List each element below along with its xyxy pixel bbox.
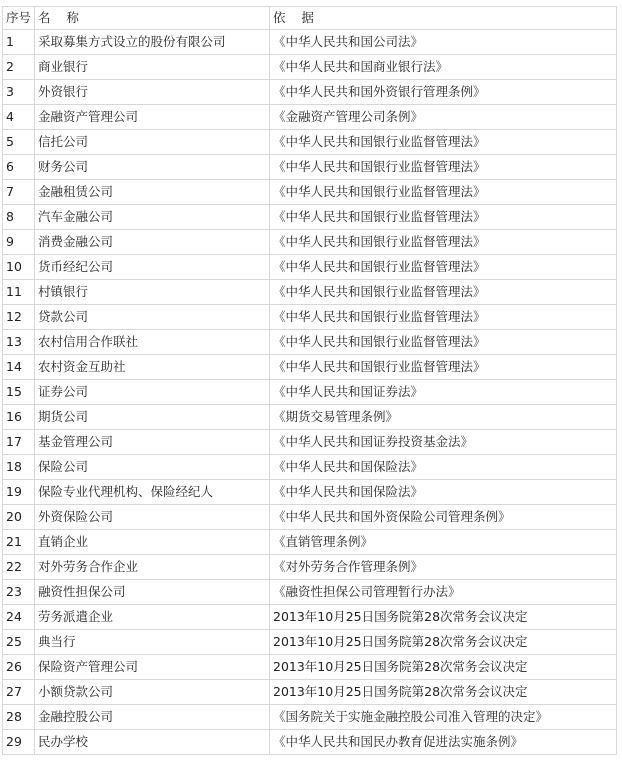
cell-name: 消费金融公司	[35, 230, 270, 255]
cell-name: 商业银行	[35, 55, 270, 80]
cell-basis: 《中华人民共和国民办教育促进法实施条例》	[270, 730, 617, 755]
table-row	[3, 655, 617, 680]
cell-basis: 《中华人民共和国保险法》	[270, 455, 617, 480]
cell-no: 29	[3, 730, 35, 755]
cell-no: 7	[3, 180, 35, 205]
cell-no: 16	[3, 405, 35, 430]
table-row	[3, 280, 617, 305]
cell-basis: 《中华人民共和国公司法》	[270, 30, 617, 55]
cell-basis: 《中华人民共和国银行业监督管理法》	[270, 230, 617, 255]
cell-no: 20	[3, 505, 35, 530]
cell-basis: 《期货交易管理条例》	[270, 405, 617, 430]
cell-name: 金融控股公司	[35, 705, 270, 730]
cell-basis: 《中华人民共和国银行业监督管理法》	[270, 255, 617, 280]
cell-name: 典当行	[35, 630, 270, 655]
cell-no: 25	[3, 630, 35, 655]
cell-no: 4	[3, 105, 35, 130]
table-row	[3, 130, 617, 155]
table-row	[3, 255, 617, 280]
cell-name: 村镇银行	[35, 280, 270, 305]
table-row	[3, 55, 617, 80]
cell-no: 26	[3, 655, 35, 680]
cell-no: 23	[3, 580, 35, 605]
cell-no: 5	[3, 130, 35, 155]
cell-name: 保险公司	[35, 455, 270, 480]
cell-basis: 《中华人民共和国保险法》	[270, 480, 617, 505]
cell-no: 14	[3, 355, 35, 380]
cell-name: 外资保险公司	[35, 505, 270, 530]
cell-basis: 《中华人民共和国银行业监督管理法》	[270, 180, 617, 205]
cell-no: 13	[3, 330, 35, 355]
cell-name: 对外劳务合作企业	[35, 555, 270, 580]
table-row	[3, 80, 617, 105]
cell-name: 金融资产管理公司	[35, 105, 270, 130]
table-row	[3, 380, 617, 405]
cell-no: 10	[3, 255, 35, 280]
cell-name: 货币经纪公司	[35, 255, 270, 280]
cell-no: 27	[3, 680, 35, 705]
cell-basis: 《中华人民共和国证券投资基金法》	[270, 430, 617, 455]
table-row	[3, 455, 617, 480]
cell-no: 2	[3, 55, 35, 80]
cell-basis: 《中华人民共和国银行业监督管理法》	[270, 330, 617, 355]
table-row	[3, 680, 617, 705]
cell-basis: 《中华人民共和国外资保险公司管理条例》	[270, 505, 617, 530]
cell-basis: 《中华人民共和国银行业监督管理法》	[270, 305, 617, 330]
table-row	[3, 330, 617, 355]
table-row	[3, 230, 617, 255]
cell-basis: 《国务院关于实施金融控股公司准入管理的决定》	[270, 705, 617, 730]
table-row	[3, 730, 617, 755]
cell-name: 保险资产管理公司	[35, 655, 270, 680]
cell-name: 期货公司	[35, 405, 270, 430]
cell-name: 小额贷款公司	[35, 680, 270, 705]
cell-basis: 《中华人民共和国银行业监督管理法》	[270, 155, 617, 180]
cell-name: 民办学校	[35, 730, 270, 755]
cell-name: 财务公司	[35, 155, 270, 180]
cell-no: 6	[3, 155, 35, 180]
cell-no: 21	[3, 530, 35, 555]
table-row	[3, 105, 617, 130]
table-row	[3, 530, 617, 555]
cell-no: 22	[3, 555, 35, 580]
cell-no: 11	[3, 280, 35, 305]
table-row	[3, 705, 617, 730]
cell-name: 金融租赁公司	[35, 180, 270, 205]
header-name: 名 称	[35, 7, 270, 30]
cell-name: 融资性担保公司	[35, 580, 270, 605]
cell-no: 19	[3, 480, 35, 505]
cell-name: 劳务派遣企业	[35, 605, 270, 630]
cell-basis: 2013年10月25日国务院第28次常务会议决定	[270, 630, 617, 655]
cell-name: 贷款公司	[35, 305, 270, 330]
table-row	[3, 505, 617, 530]
cell-no: 9	[3, 230, 35, 255]
cell-no: 15	[3, 380, 35, 405]
cell-basis: 《直销管理条例》	[270, 530, 617, 555]
header-basis: 依 据	[270, 7, 617, 30]
cell-no: 12	[3, 305, 35, 330]
table-row	[3, 630, 617, 655]
cell-name: 基金管理公司	[35, 430, 270, 455]
cell-basis: 2013年10月25日国务院第28次常务会议决定	[270, 655, 617, 680]
table-row	[3, 30, 617, 55]
cell-basis: 《中华人民共和国银行业监督管理法》	[270, 280, 617, 305]
cell-no: 1	[3, 30, 35, 55]
cell-no: 18	[3, 455, 35, 480]
table-row	[3, 355, 617, 380]
cell-name: 农村资金互助社	[35, 355, 270, 380]
cell-name: 保险专业代理机构、保险经纪人	[35, 480, 270, 505]
table-row	[3, 430, 617, 455]
cell-basis: 《金融资产管理公司条例》	[270, 105, 617, 130]
table-row	[3, 155, 617, 180]
cell-basis: 《中华人民共和国商业银行法》	[270, 55, 617, 80]
cell-basis: 《融资性担保公司管理暂行办法》	[270, 580, 617, 605]
table-row	[3, 555, 617, 580]
cell-basis: 《对外劳务合作管理条例》	[270, 555, 617, 580]
table-row	[3, 580, 617, 605]
cell-basis: 《中华人民共和国证券法》	[270, 380, 617, 405]
table-header-row	[3, 7, 617, 30]
table-row	[3, 305, 617, 330]
cell-name: 农村信用合作联社	[35, 330, 270, 355]
cell-basis: 2013年10月25日国务院第28次常务会议决定	[270, 680, 617, 705]
table-row	[3, 205, 617, 230]
cell-name: 采取募集方式设立的股份有限公司	[35, 30, 270, 55]
cell-basis: 《中华人民共和国银行业监督管理法》	[270, 355, 617, 380]
header-no: 序号	[3, 7, 35, 30]
cell-no: 24	[3, 605, 35, 630]
cell-no: 3	[3, 80, 35, 105]
table-row	[3, 180, 617, 205]
cell-no: 8	[3, 205, 35, 230]
cell-basis: 《中华人民共和国银行业监督管理法》	[270, 205, 617, 230]
cell-basis: 《中华人民共和国银行业监督管理法》	[270, 130, 617, 155]
table-body	[3, 30, 617, 755]
table-row	[3, 480, 617, 505]
table-row	[3, 405, 617, 430]
cell-name: 信托公司	[35, 130, 270, 155]
cell-basis: 2013年10月25日国务院第28次常务会议决定	[270, 605, 617, 630]
cell-name: 直销企业	[35, 530, 270, 555]
cell-name: 汽车金融公司	[35, 205, 270, 230]
table-row	[3, 605, 617, 630]
cell-no: 17	[3, 430, 35, 455]
cell-name: 证券公司	[35, 380, 270, 405]
cell-name: 外资银行	[35, 80, 270, 105]
cell-no: 28	[3, 705, 35, 730]
data-table	[2, 6, 617, 755]
cell-basis: 《中华人民共和国外资银行管理条例》	[270, 80, 617, 105]
